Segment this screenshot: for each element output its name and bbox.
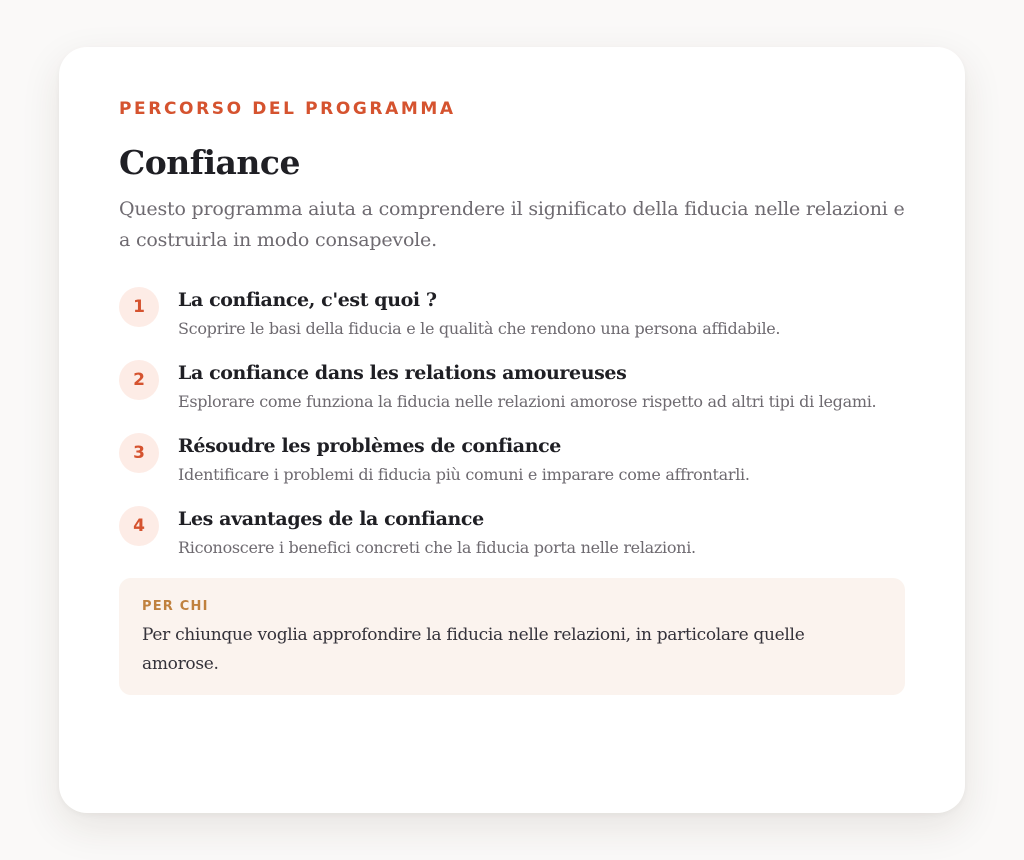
step-number-badge: 2 <box>119 360 159 400</box>
step-item <box>119 432 905 489</box>
program-title: Confiance <box>119 143 300 182</box>
step-number-badge: 3 <box>119 433 159 473</box>
step-title: Les avantages de la confiance <box>178 508 484 530</box>
step-title: Résoudre les problèmes de confiance <box>178 435 561 457</box>
step-description: Riconoscere i benefici concreti che la fiducia porta nelle relazioni. <box>178 538 696 557</box>
audience-box <box>119 578 905 695</box>
program-intro: Questo programma aiuta a comprendere il significato della fiducia nelle relazioni e a costruirla in modo consapevole. <box>119 198 905 251</box>
step-item <box>119 505 905 562</box>
step-title: La confiance, c'est quoi ? <box>178 289 437 311</box>
audience-label: PER CHI <box>142 599 209 614</box>
step-title: La confiance dans les relations amoureuses <box>178 362 627 384</box>
step-description: Identificare i problemi di fiducia più comuni e imparare come affrontarli. <box>178 465 750 484</box>
audience-text: Per chiunque voglia approfondire la fiducia nelle relazioni, in particolare quelle amorose. <box>142 625 805 674</box>
step-number-badge: 1 <box>119 287 159 327</box>
step-description: Esplorare come funziona la fiducia nelle relazioni amorose rispetto ad altri tipi di legami. <box>178 392 877 411</box>
program-card <box>59 47 965 813</box>
step-description: Scoprire le basi della fiducia e le qualità che rendono una persona affidabile. <box>178 319 781 338</box>
section-eyebrow: PERCORSO DEL PROGRAMMA <box>119 99 456 119</box>
step-item <box>119 286 905 343</box>
step-item <box>119 359 905 416</box>
step-number-badge: 4 <box>119 506 159 546</box>
steps-list <box>119 286 905 562</box>
